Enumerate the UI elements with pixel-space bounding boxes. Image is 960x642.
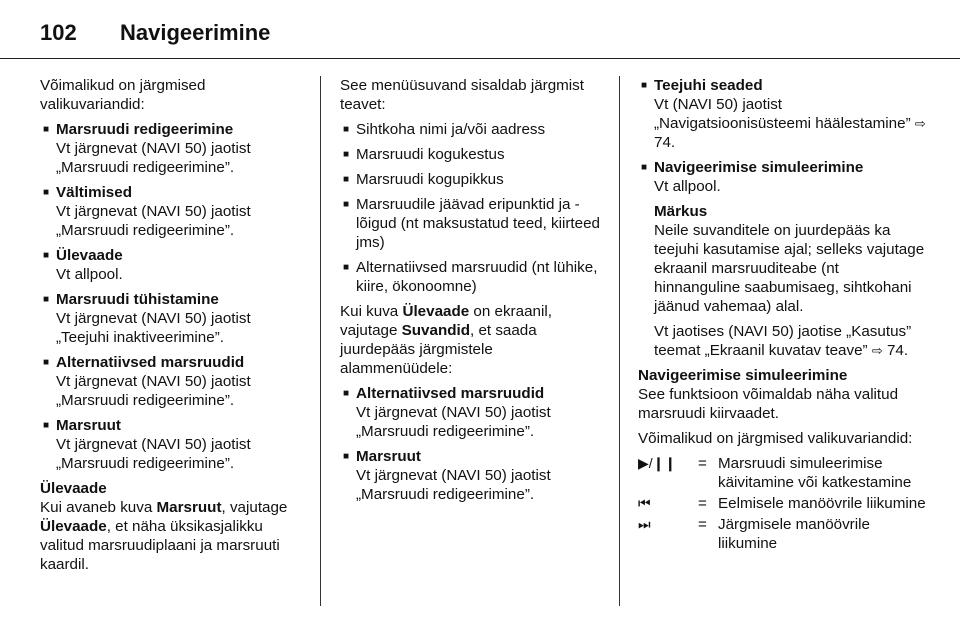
option-title: ■ Marsruut (40, 416, 308, 435)
page-header (40, 18, 270, 48)
option-title: ■ Marsruut (340, 447, 608, 466)
info-bullet: ■ Marsruudi kogupikkus (340, 170, 608, 189)
control-row: ⏮ = Eelmisele manöövrile liikumine (638, 495, 926, 512)
overview-heading: Ülevaade (40, 480, 107, 497)
info-bullet: ■ Marsruudile jäävad eripunktid ja -lõigud (nt maksustatud teed, kiirteed jms) (340, 195, 608, 252)
option-desc: Vt järgnevat (NAVI 50) jaotist „Marsruudi redigeerimine”. (56, 436, 251, 472)
options-text: Kui kuva Ülevaade on ekraanil, vajutage Suvandid, et saada juurdepääs järgmistele alammenüüdele: (340, 303, 552, 377)
arrow-reference-icon: ⇨ (871, 343, 883, 358)
overview-text: Kui avaneb kuva Marsruut, vajutage Ülevaade, et näha üksikasjalikku valitud marsruudiplaani ja marsruuti kaardil. (40, 499, 288, 573)
note-text: Neile suvanditele on juurdepääs ka teejuhi kasutamise ajal; selleks vajutage ekraanil marsruuditeabe (nt hinnanguline saabumisaeg, sihtkohani jäänud vahemaa) alal. (654, 222, 925, 315)
intro-text: Võimalikud on järgmised valikuvariandid: (40, 77, 206, 113)
note-heading: Märkus (654, 203, 708, 220)
option-desc: Vt järgnevat (NAVI 50) jaotist „Marsruudi redigeerimine”. (56, 373, 251, 409)
option-title: ■ Marsruudi tühistamine (40, 290, 308, 309)
column-divider (320, 76, 321, 606)
section-title: Navigeerimine (120, 20, 271, 45)
info-bullet: ■ Sihtkoha nimi ja/või aadress (340, 120, 608, 139)
control-row: ⏭ = Järgmisele manöövrile liikumine (638, 516, 870, 552)
next-icon: ⏭ (638, 516, 651, 532)
option-title: ■ Marsruudi redigeerimine (40, 120, 308, 139)
option-title: ■ Alternatiivsed marsruudid (340, 384, 608, 403)
option-desc: Vt järgnevat (NAVI 50) jaotist „Marsruudi redigeerimine”. (56, 140, 251, 176)
column-divider (619, 76, 620, 606)
option-title: ■ Alternatiivsed marsruudid (40, 353, 308, 372)
option-title: ■ Navigeerimise simuleerimine (638, 158, 928, 177)
option-desc: Vt järgnevat (NAVI 50) jaotist „Marsruudi redigeerimine”. (56, 203, 251, 239)
info-bullet: ■ Marsruudi kogukestus (340, 145, 608, 164)
info-bullet: ■ Alternatiivsed marsruudid (nt lühike, kiire, ökonoomne) (340, 258, 608, 296)
arrow-reference-icon: ⇨ (914, 116, 926, 131)
note-reference: Vt jaotises (NAVI 50) jaotise „Kasutus” teemat „Ekraanil kuvatav teave” ⇨ 74. (654, 323, 912, 359)
options-intro: Võimalikud on järgmised valikuvariandid: (638, 430, 913, 447)
simulation-heading: Navigeerimise simuleerimine (638, 367, 848, 384)
intro-text: See menüüsuvand sisaldab järgmist teavet: (340, 77, 584, 113)
control-row: ▶/❙❙ = Marsruudi simuleerimise käivitamine või katkestamine (638, 455, 912, 491)
play-pause-icon: ▶/❙❙ (638, 455, 677, 471)
column-2 (340, 76, 608, 510)
option-title: ■ Vältimised (40, 183, 308, 202)
column-3 (638, 76, 928, 555)
option-desc: Vt järgnevat (NAVI 50) jaotist „Marsruudi redigeerimine”. (356, 467, 551, 503)
option-desc: Vt järgnevat (NAVI 50) jaotist „Teejuhi inaktiveerimine”. (56, 310, 251, 346)
option-desc: Vt allpool. (654, 178, 721, 195)
option-title: ■ Ülevaade (40, 246, 308, 265)
previous-icon: ⏮ (638, 495, 651, 511)
option-desc: Vt (NAVI 50) jaotist „Navigatsioonisüsteemi häälestamine” ⇨ 74. (654, 96, 926, 151)
header-divider (0, 58, 960, 59)
option-desc: Vt allpool. (56, 266, 123, 283)
column-1 (40, 76, 308, 580)
option-title: ■ Teejuhi seaded (638, 76, 928, 95)
simulation-text: See funktsioon võimaldab näha valitud marsruudi kiirvaadet. (638, 386, 899, 422)
page-number: 102 (40, 20, 77, 45)
option-desc: Vt järgnevat (NAVI 50) jaotist „Marsruudi redigeerimine”. (356, 404, 551, 440)
